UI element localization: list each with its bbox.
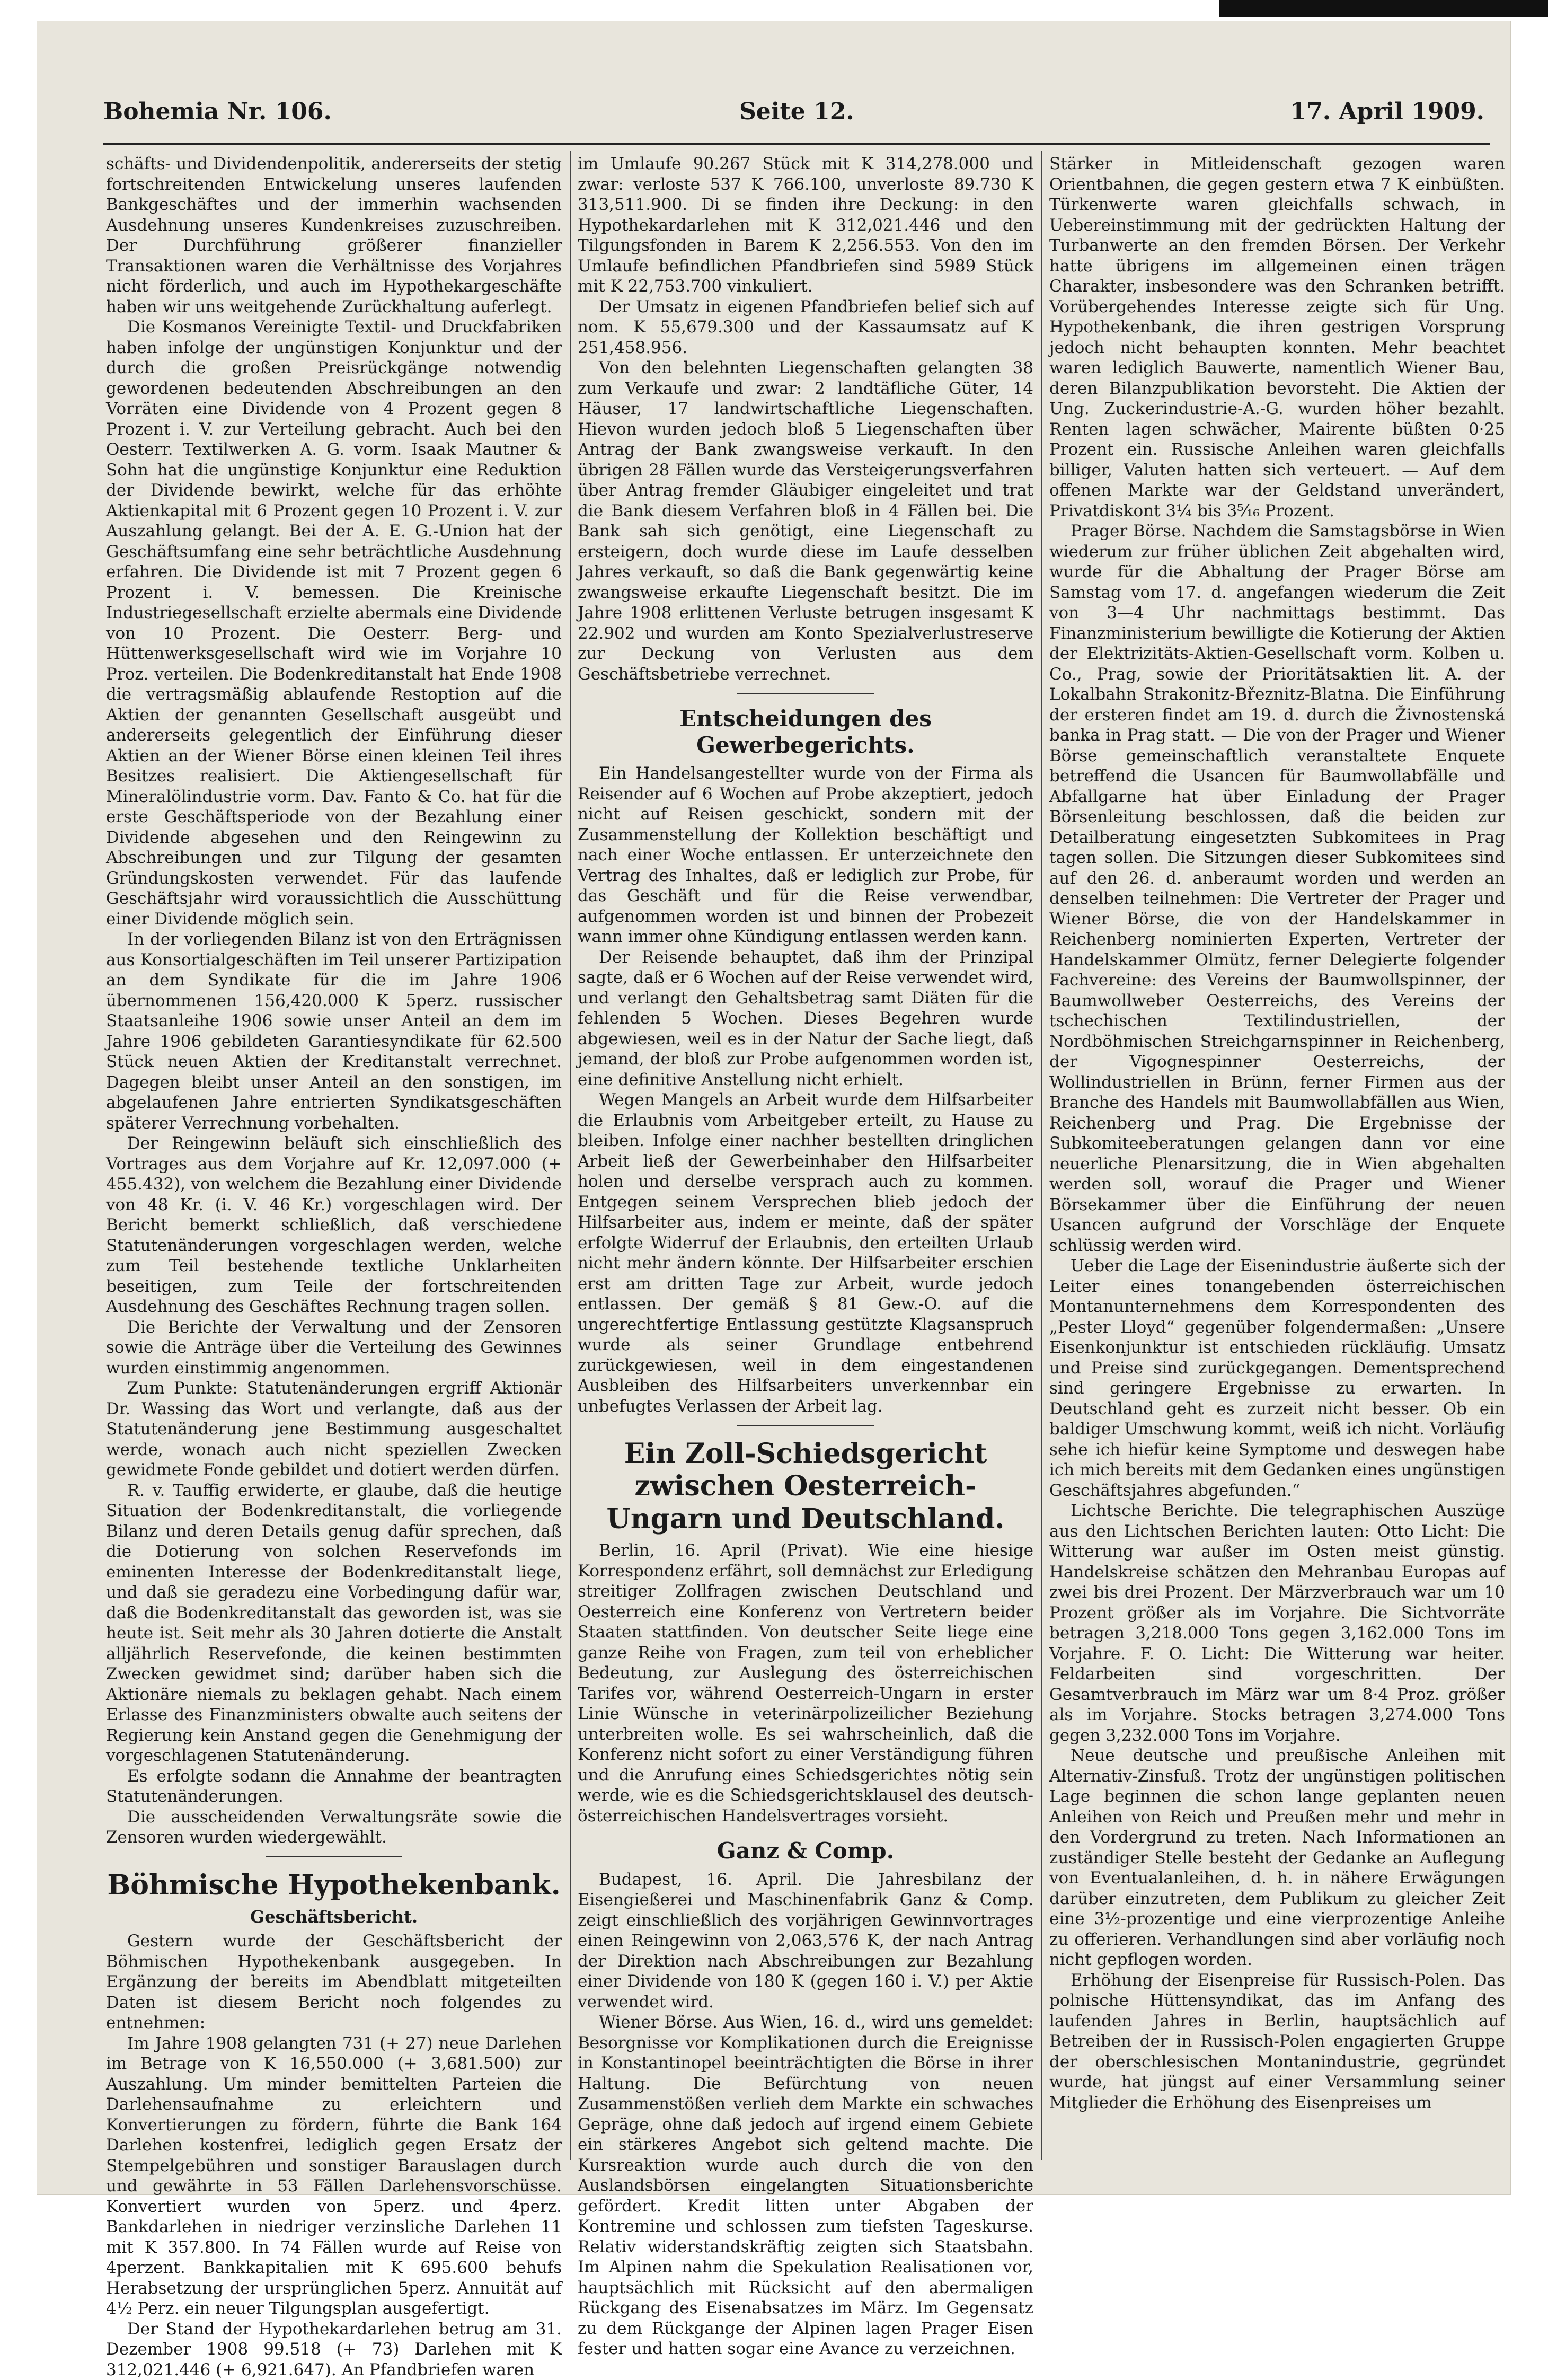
article-paragraph: Stärker in Mitleidenschaft gezogen waren Orientbahnen, die gegen gestern etwa 7 K einbüßten. Türkenwerte waren gleichfalls schwach, in Uebereinstimmung mit der gedrückten Haltung der Turbanwerte an den fremden Börsen. Der Verkehr hatte übrigens im allgemeinen einen trägen Charakter, insbesondere was den Schranken betrifft. Vorübergehendes Interesse zeigte sich für Ung. Hypothekenbank, die ihren gestrigen Vorsprung jedoch nicht behaupten konnten. Mehr beachtet waren lediglich Bauwerte, namentlich Wiener Bau, deren Bilanzpublikation bevorsteht. Die Aktien der Ung. Zuckerindustrie-A.-G. wurden höher bezahlt. Renten lagen schwächer, Mairente büßten 0·25 Prozent ein. Russische Anleihen waren gleichfalls billiger, Valuten hatten sich verteuert. — Auf dem offenen Markte war der Geldstand unverändert, Privatdiskont 3¼ bis 3⁵⁄₁₆ Prozent.	[1049, 154, 1505, 521]
article-paragraph: Neue deutsche und preußische Anleihen mit Alternativ-Zinsfuß. Trotz der ungünstigen politischen Lage beginnen die schon lange geplanten neuen Anleihen von Reich und Preußen mehr und mehr in den Vordergrund zu treten. Nach Informationen an zuständiger Stelle besteht der Gedanke an Auflegung von Eventualanleihen, d. h. in nähere Erwägungen darüber einzutreten, dem Publikum zu gleicher Zeit eine 3½-prozentige und eine vierprozentige Anleihe zu offerieren. Verhandlungen sind aber vorläufig noch nicht gepflogen worden.	[1049, 1746, 1505, 1969]
article-paragraph: Ueber die Lage der Eisenindustrie äußerte sich der Leiter eines tonangebenden österreichischen Montanunternehmens dem Korrespondenten des „Pester Lloyd“ gegenüber folgendermaßen: „Unsere Eisenkonjunktur ist entschieden rückläufig. Umsatz und Preise sind zurückgegangen. Dementsprechend sind geringere Ergebnisse zu erwarten. In Deutschland geht es zurzeit nicht besser. Ob ein baldiger Umschwung kommt, weiß ich nicht. Vorläufig sehe ich hiefür keine Symptome und deswegen habe ich mich bereits mit dem Gedanken eines ungünstigen Geschäftsjahres abgefunden.“	[1049, 1256, 1505, 1500]
column-rule-1	[570, 151, 571, 2160]
article-paragraph: Es erfolgte sodann die Annahme der beantragten Statutenänderungen.	[106, 1766, 562, 1806]
article-paragraph: R. v. Tauffig erwiderte, er glaube, daß die heutige Situation der Bodenkreditanstalt, die vorliegende Bilanz und deren Details genug dafür sprechen, daß die Dotierung von solchen Reservefonds im eminenten Interesse der Bodenkreditanstalt liege, und daß sie geradezu eine Vorbedingung dafür war, daß die Bodenkreditanstalt das geworden ist, was sie heute ist. Seit mehr als 30 Jahren dotierte die Anstalt alljährlich Reservefonde, die keinen bestimmten Zwecken gewidmet sind; darüber haben sich die Aktionäre niemals zu beklagen gehabt. Nach einem Erlasse des Finanzministers obwalte auch seitens der Regierung kein Anstand gegen die Genehmigung der vorgeschlagenen Statutenänderung.	[106, 1480, 562, 1765]
article-paragraph: Ein Handelsangestellter wurde von der Firma als Reisender auf 6 Wochen auf Probe akzeptiert, jedoch nicht auf Reisen geschickt, sondern mit der Zusammenstellung der Kollektion beschäftigt und nach einer Woche entlassen. Er unterzeichnete den Vertrag des Inhaltes, daß er lediglich zur Probe, für das Geschäft und für die Reise verwendbar, aufgenommen worden ist und binnen der Probezeit wann immer ohne Kündigung entlassen werden kann.	[578, 764, 1033, 947]
column-rule-2	[1041, 151, 1042, 2160]
page-number: Seite 12.	[739, 98, 854, 125]
article-paragraph: Budapest, 16. April. Die Jahresbilanz der Eisengießerei und Maschinenfabrik Ganz & Comp. zeigt einschließlich des vorjährigen Gewinnvortrages einen Reingewinn von 2,063,576 K, der nach Antrag der Direktion nach Abschreibungen zur Bezahlung einer Dividende von 180 K (gegen 160 i. V.) per Aktie verwendet wird.	[578, 1870, 1033, 2012]
article-paragraph: Die ausscheidenden Verwaltungsräte sowie die Zensoren wurden wiedergewählt.	[106, 1807, 562, 1847]
issue-date: 17. April 1909.	[1290, 98, 1484, 125]
article-paragraph: Der Reingewinn beläuft sich einschließlich des Vortrages aus dem Vorjahre auf Kr. 12,097.000 (+ 455.432), von welchem die Bezahlung einer Dividende von 48 Kr. (i. V. 46 Kr.) vorgeschlagen wird. Der Bericht bemerkt schließlich, daß verschiedene Statutenänderungen vorgeschlagen werden, welche zum Teil bestehende textliche Unklarheiten beseitigen, zum Teile der fortschreitenden Ausdehnung des Geschäftes Rechnung tragen sollen.	[106, 1134, 562, 1316]
article-paragraph: im Umlaufe 90.267 Stück mit K 314,278.000 und zwar: verloste 537 K 766.100, unverloste 89.730 K 313,511.900. Di se finden ihre Deckung: in den Hypothekardarlehen mit K 312,021.446 und den Tilgungsfonden in Barem K 2,256.553. Von den im Umlaufe befindlichen Pfandbriefen sind 5989 Stück mit K 22,753.700 vinkuliert.	[578, 154, 1033, 296]
header-rule	[103, 143, 1490, 145]
article-paragraph: Der Reisende behauptet, daß ihm der Prinzipal sagte, daß er 6 Wochen auf der Reise verwendet wird, und verlangt den Gehaltsbetrag samt Diäten für die fehlenden 5 Wochen. Dieses Begehren wurde abgewiesen, weil es in der Natur der Sache liegt, daß jemand, der bloß zur Probe aufgenommen worden ist, eine definitive Anstellung nicht erhielt.	[578, 947, 1033, 1089]
scan-dark-corner	[1219, 0, 1548, 17]
article-paragraph: In der vorliegenden Bilanz ist von den Erträgnissen aus Konsortialgeschäften im Teil unserer Partizipation an dem Syndikate für die im Jahre 1906 übernommenen 156,420.000 K 5perz. russischer Staatsanleihe 1906 sowie unser Anteil an dem im Jahre 1906 gebildeten Garantiesyndikate für 62.500 Stück neuen Aktien der Kreditanstalt verrechnet. Dagegen bleibt unser Anteil an den sonstigen, im abgelaufenen Jahre entrierten Syndikatsgeschäften späterer Verrechnung vorbehalten.	[106, 930, 562, 1133]
article-paragraph: Berlin, 16. April (Privat). Wie eine hiesige Korrespondenz erfährt, soll demnächst zur Erledigung streitiger Zollfragen zwischen Deutschland und Oesterreich eine Konferenz von Vertretern beider Staaten stattfinden. Von deutscher Seite liege eine ganze Reihe von Fragen, zum teil von erheblicher Bedeutung, zur Auslegung des österreichischen Tarifes vor, während Oesterreich-Ungarn in erster Linie Wünsche in veterinärpolizeilicher Beziehung unterbreiten wolle. Es sei wahrscheinlich, daß die Konferenz nicht sofort zu einer Verständigung führen und die Anrufung eines Schiedsgerichtes nötig sein werde, wie es die Schiedsgerichtsklausel des deutsch-österreichischen Handelsvertrages vorsieht.	[578, 1541, 1033, 1826]
column-1	[106, 154, 562, 2379]
article-paragraph: Der Stand der Hypothekardarlehen betrug am 31. Dezember 1908 99.518 (+ 73) Darlehen mit K 312,021.446 (+ 6,921.647). An Pfandbriefen waren	[106, 2319, 562, 2379]
headline-gewerbegericht: Entscheidungen des Gewerbegerichts.	[679, 706, 932, 758]
page-header	[103, 98, 1484, 140]
article-paragraph: Gestern wurde der Geschäftsbericht der Böhmischen Hypothekenbank ausgegeben. In Ergänzung der bereits im Abendblatt mitgeteilten Daten ist diesem Bericht noch folgendes zu entnehmen:	[106, 1932, 562, 2033]
article-paragraph: Von den belehnten Liegenschaften gelangten 38 zum Verkaufe und zwar: 2 landtäfliche Güter, 14 Häuser, 17 landwirtschaftliche Liegenschaften. Hievon wurden jedoch bloß 5 Liegenschaften über Antrag der Bank zwangsweise verkauft. In den übrigen 28 Fällen wurde das Versteigerungsverfahren über Antrag fremder Gläubiger eingeleitet und trat die Bank diesem Verfahren bloß in 4 Fällen bei. Die Bank sah sich genötigt, eine Liegenschaft zu ersteigern, doch wurde diese im Laufe desselben Jahres verkauft, so daß die Bank gegenwärtig keine zwangsweise erkaufte Liegenschaft besitzt. Die im Jahre 1908 erlittenen Verluste betrugen insgesamt K 22.902 und wurden am Konto Spezialverlustreserve zur Deckung von Verlusten aus dem Geschäftsbetriebe verrechnet.	[578, 358, 1033, 684]
article-paragraph: Lichtsche Berichte. Die telegraphischen Auszüge aus den Lichtschen Berichten lauten: Otto Licht: Die Witterung war außer im Osten meist günstig. Handelskreise schätzen den Mehranbau Europas auf zwei bis drei Prozent. Der Märzverbrauch war um 10 Prozent größer als im Vorjahre. Die Sichtvorräte betragen 3,218.000 Tons gegen 3,162.000 Tons im Vorjahre. F. O. Licht: Die Witterung war heiter. Feldarbeiten sind vorgeschritten. Der Gesamtverbrauch im März war um 8·4 Proz. größer als im Vorjahre. Stocks betragen 3,274.000 Tons gegen 3,232.000 Tons im Vorjahre.	[1049, 1501, 1505, 1745]
article-paragraph: Erhöhung der Eisenpreise für Russisch-Polen. Das polnische Hüttensyndikat, das im Anfang des laufenden Jahres in Berlin, hauptsächlich auf Betreiben der in Russisch-Polen engagierten Gruppe der oberschlesischen Montanindustrie, gegründet wurde, hat jüngst auf einer Versammlung seiner Mitglieder die Erhöhung des Eisenpreises um	[1049, 1970, 1505, 2112]
column-2	[578, 154, 1033, 2359]
article-paragraph: Die Berichte der Verwaltung und der Zensoren sowie die Anträge über die Verteilung des Gewinnes wurden einstimmig angenommen.	[106, 1317, 562, 1378]
article-paragraph: Zum Punkte: Statutenänderungen ergriff Aktionär Dr. Wassing das Wort und verlangte, daß aus der Statutenänderung jene Bestimmung ausgeschaltet werde, wonach auch nicht speziellen Zwecken gewidmete Fonde gebildet und dotiert werden dürfen.	[106, 1379, 562, 1479]
article-paragraph: Prager Börse. Nachdem die Samstagsbörse in Wien wiederum zur früher üblichen Zeit abgehalten wird, wurde für die Abhaltung der Prager Börse am Samstag vom 17. d. angefangen wiederum die Zeit von 3—4 Uhr nachmittags bestimmt. Das Finanzministerium bewilligte die Kotierung der Aktien der Elektrizitäts-Aktien-Gesellschaft vorm. Kolben u. Co., Prag, sowie der Prioritätsaktien lit. A. der Lokalbahn Strakonitz-Březnitz-Blatna. Die Einführung der ersteren findet am 19. d. durch die Živnostenská banka in Prag statt. — Die von der Prager und Wiener Börse gemeinschaftlich veranstaltete Enquete betreffend die Usancen für Baumwollabfälle und Abfallgarne hat über Einladung der Prager Börsenleitung beschlossen, daß die beiden zur Detailberatung eingesetzten Subkomitees in Prag tagen sollen. Die Sitzungen dieser Subkomitees sind auf den 26. d. anberaumt worden und werden an denselben teilnehmen: Die Vertreter der Prager und Wiener Börse, die von der Handelskammer in Reichenberg nominierten Experten, Vertreter der Handelskammer Olmütz, ferner Delegierte folgender Fachvereine: des Vereins der Baumwollspinner, der Baumwollweber Oesterreichs, des Vereins der tschechischen Textilindustriellen, der Nordböhmischen Streichgarnspinner in Reichenberg, der Vigognespinner Oesterreichs, der Wollindustriellen in Brünn, ferner Firmen aus der Branche des Handels mit Baumwollabfällen aus Wien, Reichenberg und Prag. Die Ergebnisse der Subkomiteeberatungen gelangen dann vor eine neuerliche Plenarsitzung, die in Wien abgehalten werden soll, worauf die Prager und Wiener Börsekammer über die Einführung der neuen Usancen aufgrund der Vorschläge der Enquete schlüssig werden wird.	[1049, 522, 1505, 1255]
headline-hypothekenbank: Böhmische Hypothekenbank.	[107, 1868, 561, 1901]
subheadline-geschaeftsbericht: Geschäftsbericht.	[250, 1906, 418, 1927]
article-paragraph: Im Jahre 1908 gelangten 731 (+ 27) neue Darlehen im Betrage von K 16,550.000 (+ 3,681.500) zur Auszahlung. Um minder bemittelten Parteien die Darlehensaufnahme zu erleichtern und Konvertierungen zu fördern, führte die Bank 164 Darlehen kostenfrei, lediglich gegen Ersatz der Stempelgebühren und sonstiger Barauslagen durch und gewährte in 53 Fällen Darlehensvorschüsse. Konvertiert wurden von 5perz. und 4perz. Bankdarlehen in niedriger verzinsliche Darlehen 11 mit K 357.800. In 74 Fällen wurde auf Reise von 4perzent. Bankkapitalien mit K 695.600 behufs Herabsetzung der ursprünglichen 5perz. Annuität auf 4½ Perz. ein neuer Tilgungsplan ausgefertigt.	[106, 2033, 562, 2319]
column-3	[1049, 154, 1505, 2157]
section-divider	[737, 693, 874, 694]
section-divider	[737, 1425, 874, 1426]
article-paragraph: Wegen Mangels an Arbeit wurde dem Hilfsarbeiter die Erlaubnis vom Arbeitgeber erteilt, zu Hause zu bleiben. Infolge einer nachher bestellten dringlichen Arbeit ließ der Gewerbeinhaber den Hilfsarbeiter holen und derselbe versprach auch zu kommen. Entgegen seinem Versprechen blieb jedoch der Hilfsarbeiter aus, indem er meinte, daß der später erfolgte Widerruf der Erlaubnis, den erteilten Urlaub nicht mehr ändern könnte. Der Hilfsarbeiter erschien erst am dritten Tage zur Arbeit, wurde jedoch entlassen. Der gemäß § 81 Gew.-O. auf die ungerechtfertige Entlassung gestützte Klagsanspruch wurde als seiner Grundlage entbehrend zurückgewiesen, weil in dem eingestandenen Ausbleiben des Hilfsarbeiters unverkennbar ein unbefugtes Verlassen der Arbeit lag.	[578, 1090, 1033, 1416]
headline-zoll-schiedsgericht: Ein Zoll-Schiedsgericht zwischen Oesterreich-Ungarn und Deutschland.	[606, 1438, 1005, 1535]
article-paragraph: schäfts- und Dividendenpolitik, andererseits der stetig fortschreitenden Entwickelung unseres laufenden Bankgeschäftes und der immerhin wachsenden Ausdehnung unseres Kundenkreises zuzuschreiben. Der Durchführung größerer finanzieller Transaktionen waren die Verhältnisse des Vorjahres nicht förderlich, und auch im Hypothekargeschäfte haben wir uns weitgehende Zurückhaltung auferlegt.	[106, 154, 562, 316]
section-divider	[266, 1856, 402, 1857]
headline-ganz-comp: Ganz & Comp.	[716, 1838, 895, 1864]
article-paragraph: Die Kosmanos Vereinigte Textil- und Druckfabriken haben infolge der ungünstigen Konjunktur und der durch die großen Preisrückgänge notwendig gewordenen bedeutenden Abschreibungen an den Vorräten eine Dividende von 4 Prozent gegen 8 Prozent i. V. zur Verteilung gebracht. Auch bei den Oesterr. Textilwerken A. G. vorm. Isaak Mautner & Sohn hat die ungünstige Konjunktur eine Reduktion der Dividende bewirkt, welche für das erhöhte Aktienkapital mit 6 Prozent gegen 10 Prozent i. V. zur Auszahlung gelangt. Bei der A. E. G.-Union hat der Geschäftsumfang eine sehr beträchtliche Ausdehnung erfahren. Die Dividende ist mit 7 Prozent gegen 6 Prozent i. V. bemessen. Die Kreinische Industriegesellschaft erzielte abermals eine Dividende von 10 Prozent. Die Oesterr. Berg- und Hüttenwerksgesellschaft wird wie im Vorjahre 10 Proz. verteilen. Die Bodenkreditanstalt hat Ende 1908 die vertragsmäßig ablaufende Restoption auf die Aktien der genannten Gesellschaft ausgeübt und andererseits gelegentlich der Einführung dieser Aktien an der Wiener Börse einen kleinen Teil ihres Besitzes realisiert. Die Aktiengesellschaft für Mineralölindustrie vorm. Dav. Fanto & Co. hat für die erste Geschäftsperiode von der Bezahlung einer Dividende abgesehen und den Reingewinn zu Abschreibungen und zur Tilgung der gesamten Gründungskosten verwendet. Für das laufende Geschäftsjahr wird voraussichtlich die Ausschüttung einer Dividende möglich sein.	[106, 318, 562, 929]
paper-name: Bohemia Nr. 106.	[103, 98, 332, 125]
article-paragraph: Wiener Börse. Aus Wien, 16. d., wird uns gemeldet: Besorgnisse vor Komplikationen durch die Ereignisse in Konstantinopel beeinträchtigten die Börse in ihrer Haltung. Die Befürchtung von neuen Zusammenstößen verlieh dem Markte ein schwaches Gepräge, ohne daß jedoch auf irgend einem Gebiete ein stärkeres Angebot sich geltend machte. Die Kursreaktion wurde auch durch die von den Auslandsbörsen eingelangten Situationsberichte gefördert. Kredit litten unter Abgaben der Kontremine und schlossen zum tiefsten Tageskurse. Relativ widerstandskräftig zeigten sich Staatsbahn. Im Alpinen nahm die Spekulation Realisationen vor, hauptsächlich mit Rücksicht auf den abermaligen Rückgang des Eisenabsatzes im März. Im Gegensatz zu dem Rückgange der Alpinen lagen Prager Eisen fester und hatten sogar eine Avance zu verzeichnen.	[578, 2013, 1033, 2359]
article-paragraph: Der Umsatz in eigenen Pfandbriefen belief sich auf nom. K 55,679.300 und der Kassaumsatz auf K 251,458.956.	[578, 297, 1033, 357]
